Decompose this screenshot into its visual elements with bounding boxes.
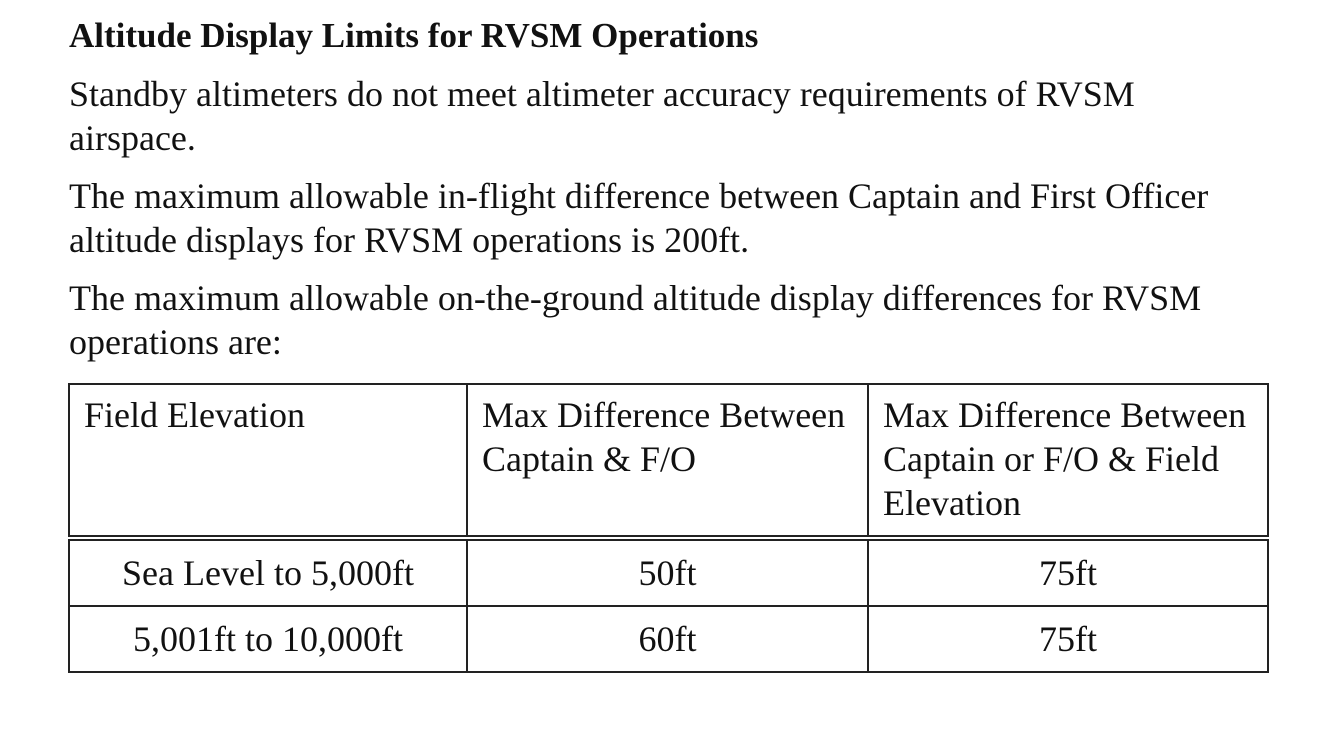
table-header-row bbox=[69, 384, 1268, 538]
limits-table-container bbox=[68, 383, 1269, 673]
paragraph-inflight-difference: The maximum allowable in-flight difference between Captain and First Officer altitude displays for RVSM operations is 200ft. bbox=[69, 176, 1209, 260]
cell-field-elevation: 5,001ft to 10,000ft bbox=[69, 606, 467, 672]
cell-captain-fo-difference: 60ft bbox=[467, 606, 868, 672]
section-heading: Altitude Display Limits for RVSM Operations bbox=[69, 16, 759, 55]
cell-field-elevation: Sea Level to 5,000ft bbox=[69, 538, 467, 606]
cell-captain-fo-difference: 50ft bbox=[467, 538, 868, 606]
paragraph-standby-altimeters: Standby altimeters do not meet altimeter accuracy requirements of RVSM airspace. bbox=[69, 74, 1135, 158]
header-captain-fo-difference: Max Difference Between Captain & F/O bbox=[467, 384, 868, 538]
paragraph-ground-differences: The maximum allowable on-the-ground altitude display differences for RVSM operations are: bbox=[69, 278, 1202, 362]
cell-field-elevation-difference: 75ft bbox=[868, 538, 1268, 606]
document-page bbox=[69, 14, 1269, 378]
header-field-elevation: Field Elevation bbox=[69, 384, 467, 538]
header-field-elevation-difference: Max Difference Between Captain or F/O & Field Elevation bbox=[868, 384, 1268, 538]
table-row bbox=[69, 538, 1268, 606]
table-row bbox=[69, 606, 1268, 672]
cell-field-elevation-difference: 75ft bbox=[868, 606, 1268, 672]
altitude-limits-table bbox=[68, 383, 1269, 673]
